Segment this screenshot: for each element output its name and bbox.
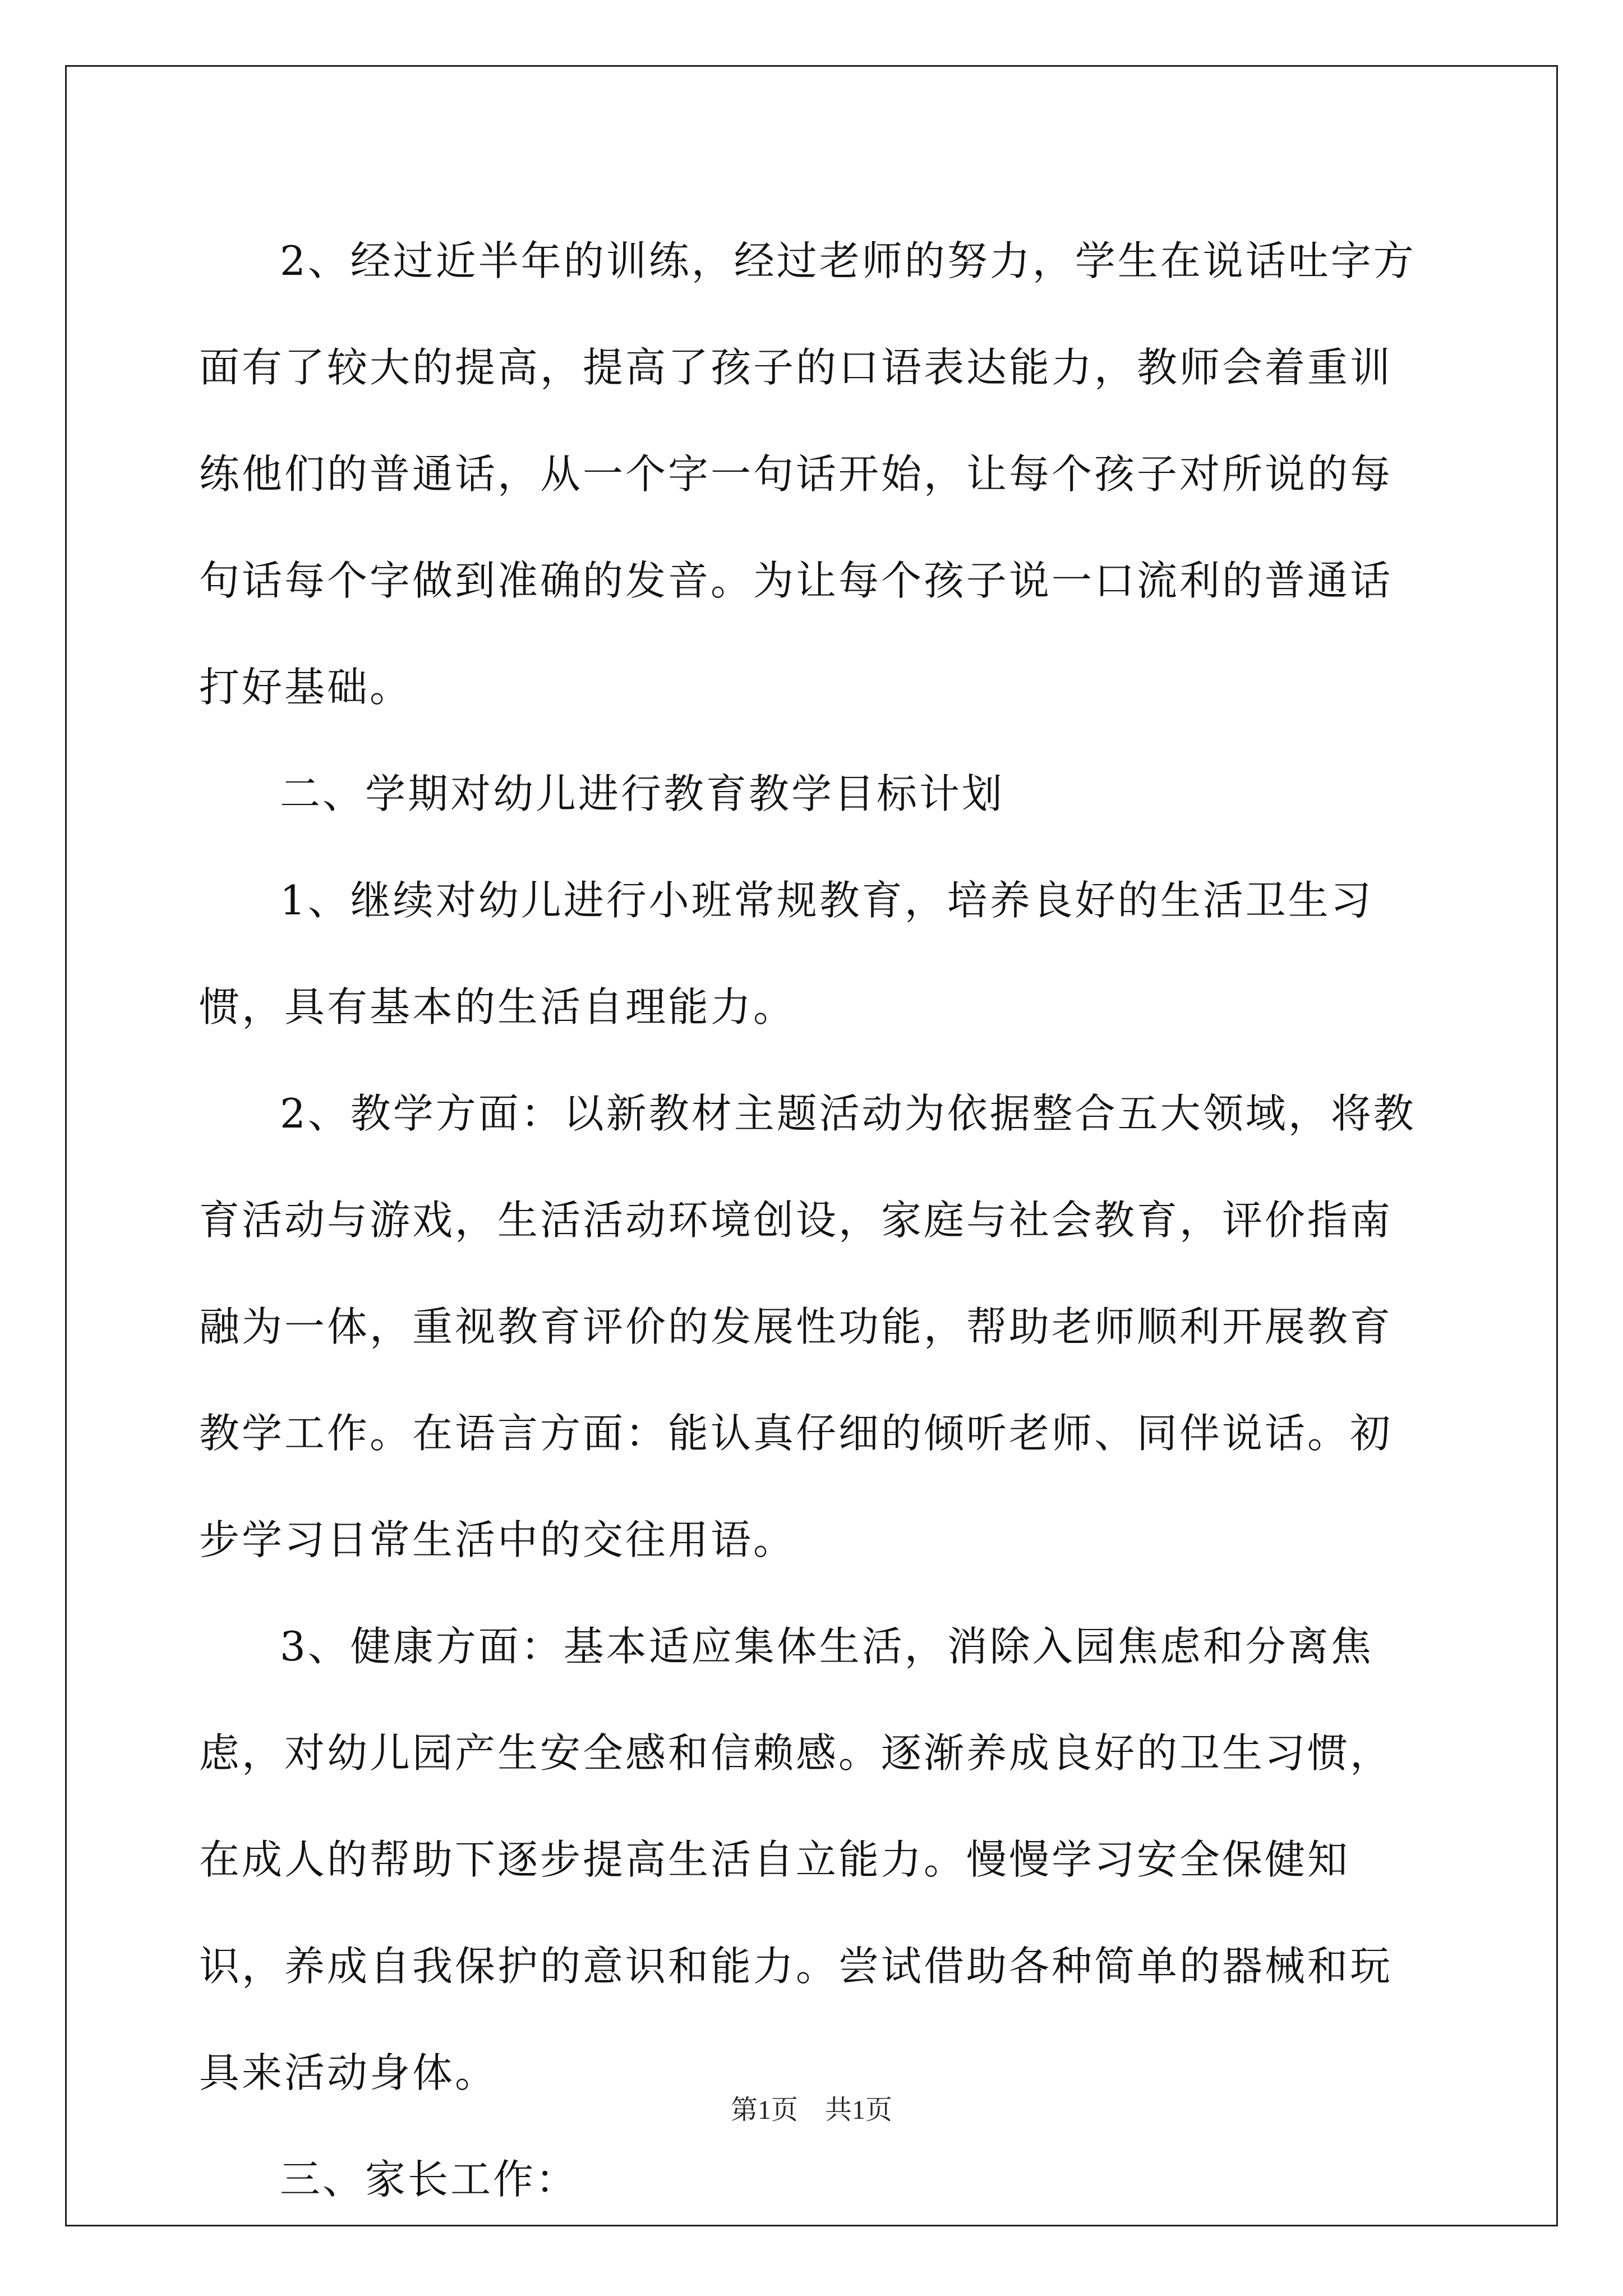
- document-body: [199, 208, 1424, 2233]
- paragraph-health: 3、健康方面：基本适应集体生活，消除入园焦虑和分离焦虑，对幼儿园产生安全感和信赖感。逐渐养成良好的卫生习惯，在成人的帮助下逐步提高生活自立能力。慢慢学习安全保健知识，养成自我保护的意识和能力。尝试借助各种简单的器械和玩具来活动身体。: [199, 1623, 1393, 2096]
- paragraph-speech-improvement: 2、经过近半年的训练，经过老师的努力，学生在说话吐字方面有了较大的提高，提高了孩子的口语表达能力，教师会着重训练他们的普通话，从一个字一句话开始，让每个孩子对所说的每句话每个字做到准确的发音。为让每个孩子说一口流利的普通话打好基础。: [199, 237, 1416, 711]
- paragraph-routine-education: 1、继续对幼儿进行小班常规教育，培养良好的生活卫生习惯，具有基本的生活自理能力。: [199, 877, 1373, 1030]
- paragraph-teaching: 2、教学方面：以新教材主题活动为依据整合五大领域，将教育活动与游戏，生活活动环境创设，家庭与社会教育，评价指南融为一体，重视教育评价的发展性功能，帮助老师顺利开展教育教学工作。在语言方面：能认真仔细的倾听老师、同伴说话。初步学习日常生活中的交往用语。: [199, 1090, 1416, 1563]
- section-heading-parents: 三、家长工作：: [280, 2156, 579, 2203]
- page-footer: 第1页 共1页: [730, 2095, 892, 2125]
- section-heading-goals: 二、学期对幼儿进行教育教学目标计划: [280, 770, 1005, 817]
